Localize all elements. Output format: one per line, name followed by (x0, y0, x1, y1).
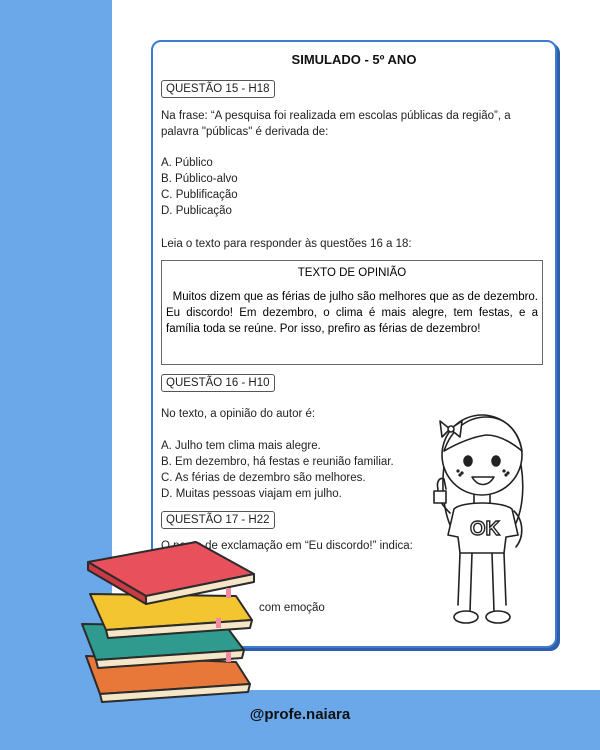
question-17-tag: QUESTÃO 17 - H22 (161, 511, 275, 529)
girl-illustration (420, 405, 550, 635)
question-16-tag: QUESTÃO 16 - H10 (161, 374, 275, 392)
shirt-ok-text: OK (470, 518, 500, 540)
opinion-text-box (161, 260, 543, 365)
question-15-option-a: A. Público (161, 157, 213, 169)
question-16-option-a: A. Julho tem clima mais alegre. (161, 440, 321, 452)
question-15-prompt-line1: Na frase: “A pesquisa foi realizada em escolas públicas da região”, a (161, 110, 511, 122)
author-handle: @profe.naiara (249, 706, 351, 723)
question-15-option-c: C. Publificação (161, 189, 238, 201)
opinion-text-body (162, 279, 542, 337)
question-15-option-b: B. Público-alvo (161, 173, 238, 185)
reading-instruction: Leia o texto para responder às questões 16 a 18: (161, 238, 412, 250)
question-16-option-c: C. As férias de dezembro são melhores. (161, 472, 366, 484)
question-17-prompt: O ponto de exclamação em “Eu discordo!” indica: (161, 540, 413, 552)
question-15-prompt (161, 108, 551, 140)
opinion-text-content: Muitos dizem que as férias de julho são melhores que as de dezembro. Eu discordo! Em dezembro, o clima é mais alegre, tem festas, e a família toda se reúne. Por isso, prefiro as férias de dezembro! (166, 291, 539, 335)
question-15-prompt-line2: palavra "públicas" é derivada de: (161, 126, 329, 138)
books-illustration (76, 538, 266, 708)
question-17-visible-option: com emoção (259, 602, 325, 614)
question-15-tag: QUESTÃO 15 - H18 (161, 80, 275, 98)
sheet-title: SIMULADO - 5º ANO (291, 52, 417, 67)
question-15-option-d: D. Publicação (161, 205, 232, 217)
question-16-option-b: B. Em dezembro, há festas e reunião familiar. (161, 456, 394, 468)
question-16-prompt: No texto, a opinião do autor é: (161, 408, 316, 420)
question-16-option-d: D. Muitas pessoas viajam em julho. (161, 488, 342, 500)
opinion-text-heading: TEXTO DE OPINIÃO (297, 267, 407, 279)
